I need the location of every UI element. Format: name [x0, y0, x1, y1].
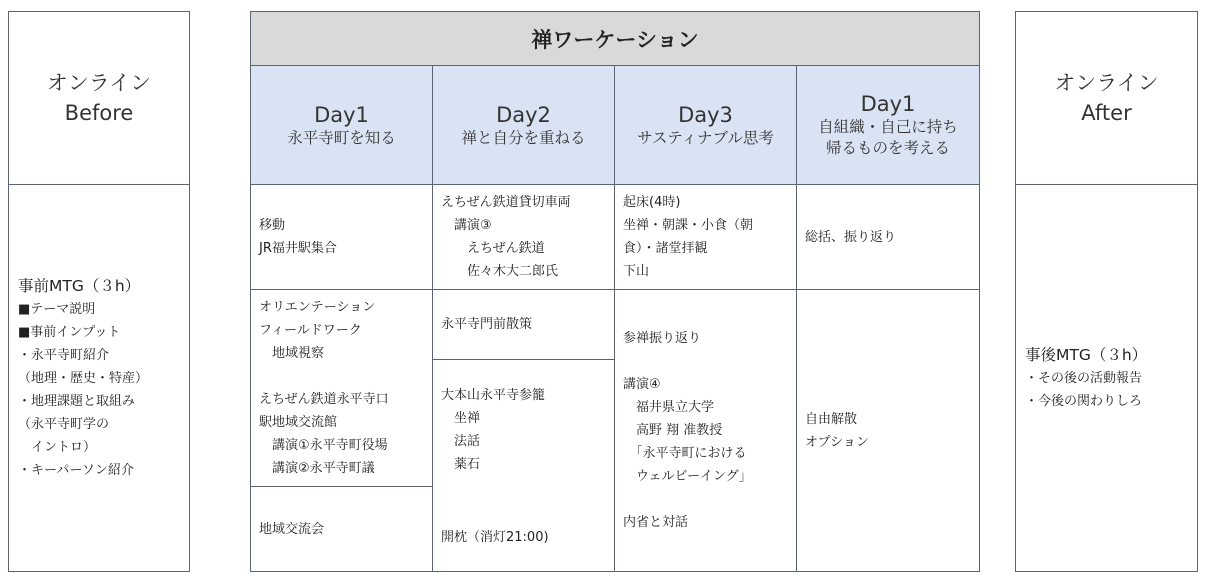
day2-cell-temple — [432, 359, 615, 572]
text-line: 禅と自分を重ねる — [461, 128, 586, 147]
text-line: 永平寺町を知る — [287, 128, 396, 147]
day-subtitle — [818, 117, 958, 159]
text-line: 大本山永平寺参籠 — [441, 388, 546, 403]
day-subtitle — [461, 128, 585, 149]
day3-cell-reflection — [614, 289, 797, 572]
before-header — [8, 11, 190, 185]
text-line: 地域視察 — [259, 346, 325, 361]
text-line: オプション — [805, 434, 869, 450]
text-line: JR福井駅集合 — [259, 241, 337, 256]
day4-cell-free — [796, 289, 980, 572]
text-line: 起床(4時) — [623, 195, 681, 210]
text-line: 参禅振り返り — [623, 331, 702, 346]
text-line: 移動 — [259, 218, 286, 233]
text-line: 講演④ — [623, 377, 661, 392]
text-line: ・永平寺町紹介 — [18, 348, 110, 363]
text-line: 「永平寺町における — [623, 446, 747, 461]
text-line: 自由解散 — [805, 411, 858, 427]
text-line: ・今後の関わりしろ — [1025, 394, 1143, 409]
after-header — [1015, 11, 1198, 185]
text-line: 開枕（消灯21:00) — [441, 530, 549, 545]
text-line: 帰るものを考える — [825, 139, 950, 157]
main-title-text: 禅ワーケーション — [531, 27, 699, 52]
text-line: 駅地域交流館 — [259, 415, 338, 430]
text-line — [259, 365, 424, 388]
day-subtitle — [287, 128, 396, 149]
text-line: えちぜん鉄道永平寺口 — [259, 392, 389, 407]
day-header-2 — [432, 65, 615, 185]
day1-cell-orientation — [250, 289, 433, 487]
day2-cell-train — [432, 184, 615, 290]
text-line: 内省と対話 — [623, 515, 689, 530]
text-line: フィールドワーク — [259, 323, 362, 338]
text-line: 永平寺門前散策 — [441, 317, 533, 332]
day-label: Day3 — [678, 102, 733, 127]
text-line: えちぜん鉄道 — [441, 241, 545, 256]
day-subtitle — [637, 128, 774, 149]
text-line: 坐禅 — [441, 411, 481, 426]
day-header-4 — [796, 65, 980, 185]
text-line: ・キーパーソン紹介 — [18, 463, 134, 478]
text-line: 地域交流会 — [259, 521, 325, 537]
text-line: えちぜん鉄道貸切車両 — [441, 195, 571, 210]
text-line: オンライン — [1054, 71, 1159, 95]
text-line: ウェルビーイング」 — [623, 469, 752, 484]
text-line: 講演①永平寺町役場 — [259, 438, 388, 453]
before-content — [8, 184, 190, 572]
text-line: オリエンテーション — [259, 300, 376, 315]
text-line: サスティナブル思考 — [637, 128, 774, 147]
day-header-1 — [250, 65, 433, 185]
before-items — [18, 298, 180, 482]
main-title — [250, 11, 980, 66]
text-line: Before — [64, 101, 134, 125]
text-line: After — [1081, 101, 1132, 125]
text-line: （永平寺町学の — [18, 417, 110, 432]
after-content — [1015, 184, 1198, 572]
day-label: Day1 — [314, 102, 369, 127]
day4-cell-summary — [796, 184, 980, 290]
text-line: 坐禅・朝課・小食（朝 — [623, 218, 754, 233]
before-heading: 事前MTG（３h） — [18, 277, 141, 295]
day-label: Day2 — [496, 102, 551, 127]
text-line: ■事前インプット — [18, 325, 121, 340]
after-title — [1054, 68, 1158, 128]
text-line: 自組織・自己に持ち — [818, 118, 958, 136]
text-line: イントロ） — [18, 440, 97, 455]
text-line: 総括、振り返り — [805, 229, 897, 245]
text-line — [623, 350, 788, 373]
text-line: 高野 翔 准教授 — [623, 423, 723, 438]
day-label: Day1 — [860, 92, 916, 116]
text-line: ・その後の活動報告 — [1025, 371, 1143, 386]
after-heading: 事後MTG（３h） — [1025, 346, 1148, 364]
text-line: 薬石 — [441, 457, 481, 472]
text-line: オンライン — [46, 71, 152, 95]
text-line: 講演③ — [441, 218, 492, 233]
day-header-3 — [614, 65, 797, 185]
day1-cell-exchange — [250, 486, 433, 572]
text-line: 福井県立大学 — [623, 400, 715, 415]
text-line: 法話 — [441, 434, 481, 449]
day2-cell-walk — [432, 289, 615, 360]
text-line: ■テーマ説明 — [18, 302, 96, 317]
day3-cell-morning — [614, 184, 797, 290]
text-line: （地理・歴史・特産） — [18, 371, 149, 386]
text-line: 講演②永平寺町議 — [259, 461, 375, 476]
text-line: ・地理課題と取組み — [18, 394, 136, 409]
text-line — [623, 488, 788, 511]
day2-temple-top — [441, 384, 606, 476]
before-title — [47, 68, 151, 128]
text-line: 下山 — [623, 264, 650, 279]
day1-cell-move — [250, 184, 433, 290]
text-line: 佐々木大二郎氏 — [441, 264, 559, 279]
day2-temple-bottom — [441, 526, 606, 549]
after-items — [1025, 367, 1188, 413]
text-line: 食）・諸堂拝観 — [623, 241, 708, 256]
